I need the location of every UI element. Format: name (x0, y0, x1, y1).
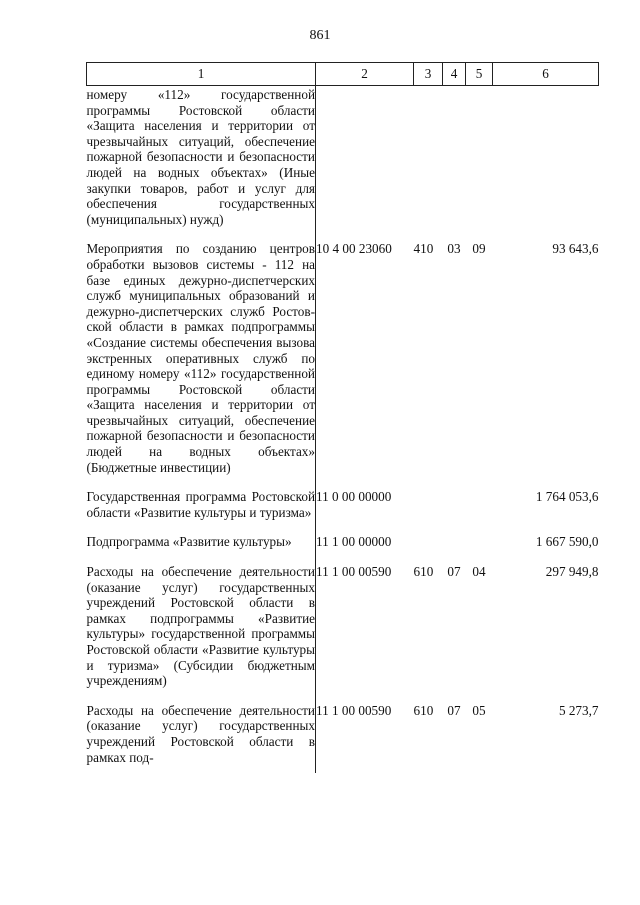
row-rz (443, 86, 466, 236)
row-rz: 03 (447, 241, 461, 257)
column-header-vr: 3 (414, 63, 443, 86)
row-code: 10 4 00 23060 (316, 241, 392, 257)
table-row (87, 86, 599, 236)
row-name: Мероприятия по созданию центров обработки вызовов системы - 112 на базе единых дежурно-диспетчерских служб муниципальных образований и дежурно-диспетчерских служб Ростовской области в рамках подпрограммы «Создание системы обеспечения вызова экстренных оперативных служб по единому номеру «112» государственной программы Ростовской области «Защита населения и территории от чрезвычайных ситуаций, обеспечение пожарной безопасности и безопасности людей на водных объектах» (Бюджетные инвестиции) (87, 235, 316, 483)
row-sum (493, 86, 599, 236)
row-vr (414, 483, 443, 528)
page-number: 861 (309, 28, 331, 43)
row-vr (414, 528, 443, 558)
row-code: 11 1 00 00590 (316, 702, 392, 718)
row-name: номеру «112» государственной программы Ростовской области «Защита населения и территории от чрезвычайных ситуаций, обеспечение пожарной безопасности и безопасности людей на водных объектах» (Иные закупки товаров, работ и услуг для обеспечения государственных (муниципальных) нужд) (87, 86, 316, 236)
row-vr (414, 86, 443, 236)
row-vr: 410 (413, 241, 434, 257)
row-code: 11 0 00 00000 (316, 489, 392, 505)
row-sum: 93 643,6 (552, 241, 599, 257)
row-vr: 610 (413, 702, 434, 718)
table-header-row (87, 63, 599, 86)
row-sum: 297 949,8 (545, 564, 599, 580)
column-header-code: 2 (316, 63, 414, 86)
row-pr (466, 483, 493, 528)
row-sum: 1 764 053,6 (535, 489, 599, 505)
row-name: Расходы на обеспечение деятельности (оказание услуг) государственных учреждений Ростовской области в рамках под- (87, 697, 316, 773)
column-header-sum: 6 (493, 63, 599, 86)
row-pr (466, 86, 493, 236)
row-code: 11 1 00 00000 (316, 534, 392, 550)
row-name: Подпрограмма «Развитие культуры» (87, 528, 316, 558)
row-pr (466, 528, 493, 558)
row-sum: 5 273,7 (558, 702, 599, 718)
column-header-pr: 5 (466, 63, 493, 86)
row-pr: 04 (472, 564, 486, 580)
row-pr: 05 (472, 702, 486, 718)
row-name: Государственная программа Ростовской области «Развитие культуры и туризма» (87, 483, 316, 528)
row-rz (443, 483, 466, 528)
row-rz (443, 528, 466, 558)
table-row (87, 483, 599, 528)
row-code: 11 1 00 00590 (316, 564, 392, 580)
row-rz: 07 (447, 564, 461, 580)
row-pr: 09 (472, 241, 486, 257)
column-header-rz: 4 (443, 63, 466, 86)
table-row (87, 528, 599, 558)
row-code (316, 86, 414, 236)
row-rz: 07 (447, 702, 461, 718)
row-sum: 1 667 590,0 (535, 534, 599, 550)
table-row (87, 235, 599, 483)
column-header-name: 1 (87, 63, 316, 86)
budget-table (86, 62, 599, 773)
row-vr: 610 (413, 564, 434, 580)
table-row (87, 558, 599, 697)
row-name: Расходы на обеспечение деятельности (оказание услуг) государственных учреждений Ростовской области в рамках подпрограммы «Развитие культуры» государственной программы Ростовской области «Развитие культуры и туризма» (Субсидии бюджетным учреждениям) (87, 558, 316, 697)
table-row (87, 697, 599, 773)
